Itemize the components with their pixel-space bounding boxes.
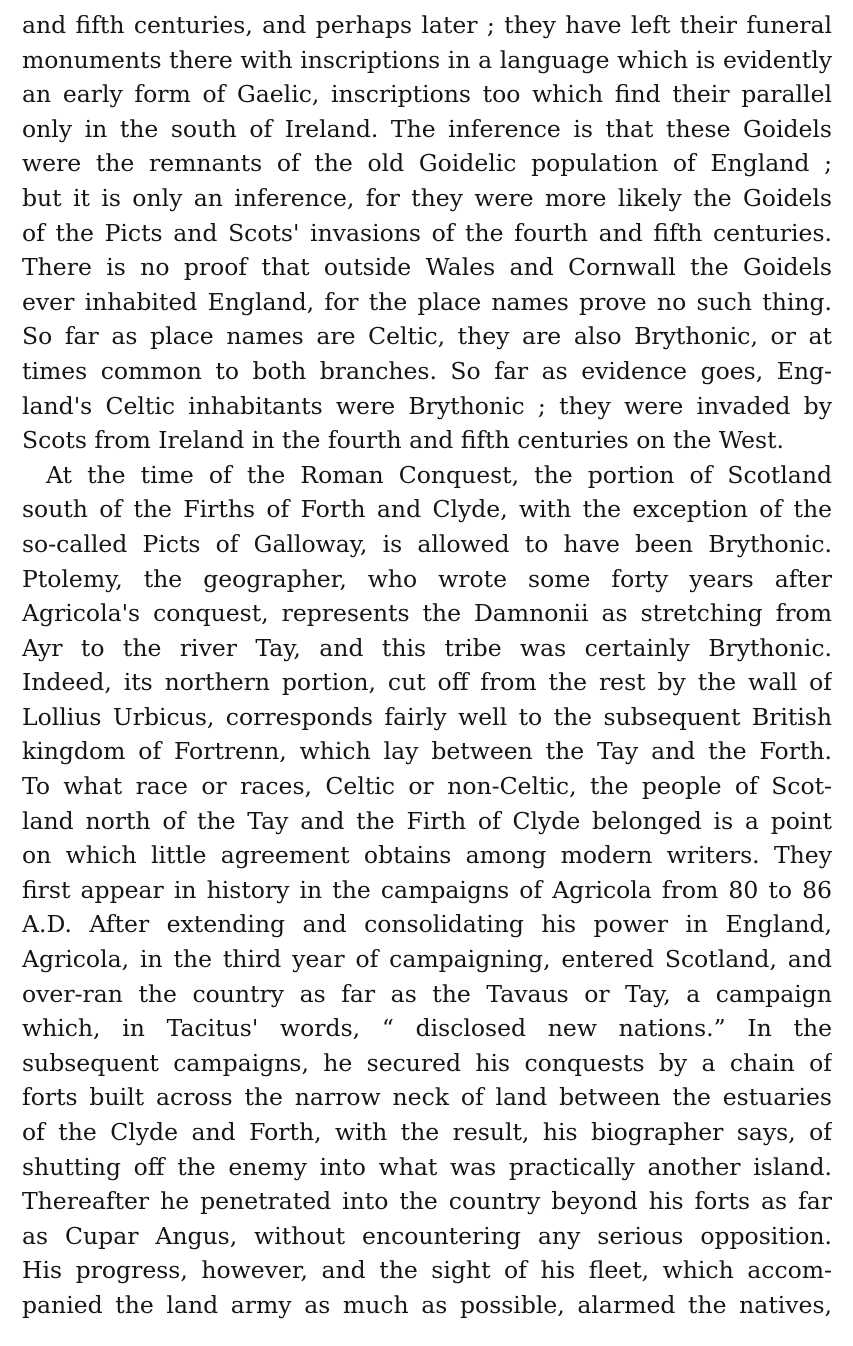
text-line: south of the Firths of Forth and Clyde, with the exception of the — [22, 495, 832, 524]
text-line: Agricola's conquest, represents the Damnonii as stretching from — [22, 599, 832, 628]
text-line: so-called Picts of Galloway, is allowed to have been Brythonic. — [22, 529, 832, 558]
text-line: which, in Tacitus' words, “ disclosed new nations.” In the — [22, 1014, 832, 1043]
text-line: kingdom of Fortrenn, which lay between the Tay and the Forth. — [22, 737, 832, 766]
text-line: Ayr to the river Tay, and this tribe was certainly Brythonic. — [22, 633, 832, 662]
text-line: subsequent campaigns, he secured his conquests by a chain of — [22, 1048, 832, 1077]
text-line: as Cupar Angus, without encountering any serious opposition. — [22, 1221, 832, 1250]
paragraph-2 — [22, 458, 832, 1323]
text-line: Lollius Urbicus, corresponds fairly well to the subsequent British — [22, 702, 832, 731]
text-line: land north of the Tay and the Firth of Clyde belonged is a point — [22, 806, 832, 835]
text-line: Scots from Ireland in the fourth and fifth centuries on the West. — [22, 426, 785, 455]
text-line: an early form of Gaelic, inscriptions too which find their parallel — [22, 80, 832, 109]
text-line: A.D. After extending and consolidating his power in England, — [22, 910, 832, 939]
text-line: So far as place names are Celtic, they are also Brythonic, or at — [22, 322, 832, 351]
text-line: forts built across the narrow neck of land between the estuaries — [22, 1083, 832, 1112]
book-page — [22, 8, 832, 1323]
text-line: land's Celtic inhabitants were Brythonic ; they were invaded by — [22, 391, 832, 420]
text-line: times common to both branches. So far as evidence goes, Eng- — [22, 356, 832, 385]
paragraph-1 — [22, 8, 832, 458]
text-line: Agricola, in the third year of campaigning, entered Scotland, and — [22, 945, 832, 974]
text-line: His progress, however, and the sight of his fleet, which accom- — [22, 1256, 832, 1285]
text-line: of the Clyde and Forth, with the result, his biographer says, of — [22, 1118, 832, 1146]
text-line: over-ran the country as far as the Tavaus or Tay, a campaign — [22, 979, 832, 1008]
text-line: and fifth centuries, and perhaps later ; they have left their funeral — [22, 11, 832, 39]
text-line: were the remnants of the old Goidelic population of England ; — [22, 149, 832, 178]
text-line: ever inhabited England, for the place names prove no such thing. — [22, 287, 832, 316]
text-line: shutting off the enemy into what was practically another island. — [22, 1152, 832, 1181]
text-line: At the time of the Roman Conquest, the portion of Scotland — [46, 460, 832, 489]
text-line: panied the land army as much as possible, alarmed the natives, — [22, 1290, 832, 1319]
text-line: Indeed, its northern portion, cut off from the rest by the wall of — [22, 668, 832, 697]
text-line: first appear in history in the campaigns of Agricola from 80 to 86 — [22, 875, 832, 904]
text-line: of the Picts and Scots' invasions of the fourth and fifth centuries. — [22, 218, 832, 247]
text-line: Ptolemy, the geographer, who wrote some forty years after — [22, 564, 832, 593]
text-line: monuments there with inscriptions in a language which is evidently — [22, 45, 832, 74]
text-line: Thereafter he penetrated into the country beyond his forts as far — [22, 1187, 832, 1216]
text-line: only in the south of Ireland. The inference is that these Goidels — [22, 114, 832, 143]
text-line: but it is only an inference, for they were more likely the Goidels — [22, 183, 832, 212]
text-line: There is no proof that outside Wales and Cornwall the Goidels — [22, 253, 832, 282]
text-line: on which little agreement obtains among modern writers. They — [22, 841, 832, 870]
text-line: To what race or races, Celtic or non-Celtic, the people of Scot- — [22, 772, 832, 801]
